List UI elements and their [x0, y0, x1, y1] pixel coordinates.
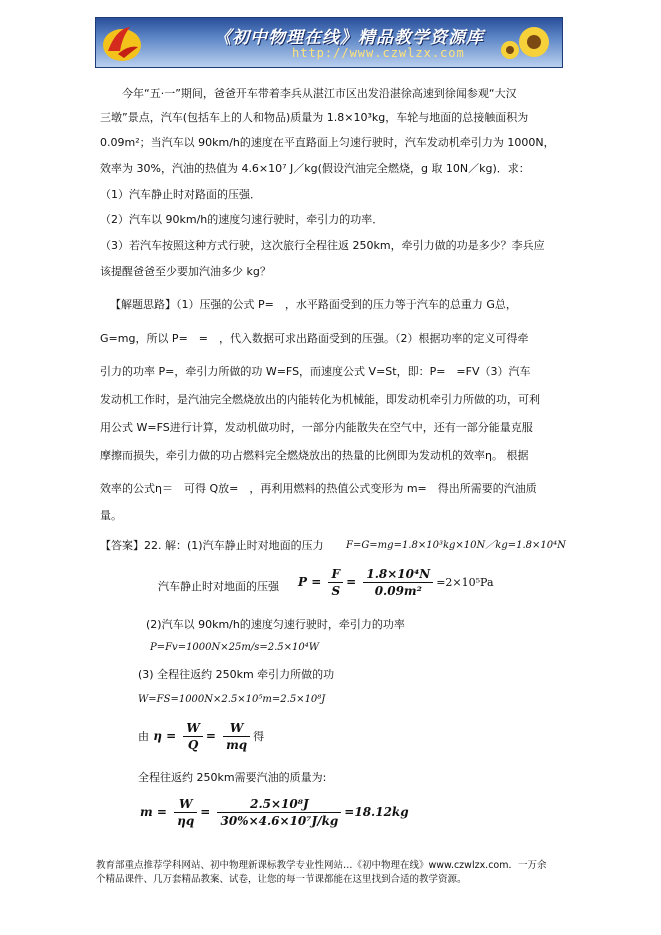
efficiency-lhs: η: [153, 729, 162, 743]
power-equation: P=Fv=1000N×25m/s=2.5×10⁴W: [150, 642, 320, 653]
question-1: （1）汽车静止时对路面的压强．: [100, 188, 261, 201]
work-equation: W=FS=1000N×2.5×10⁵m=2.5×10⁸J: [138, 694, 326, 705]
analysis-line-3: 引力的功率 P=，牵引力所做的功 W=FS，而速度公式 V=St，即：P= =FV（3）汽车: [100, 365, 531, 378]
answer-force-equation: F=G=mg=1.8×10³kg×10N／kg=1.8×10⁴N: [346, 540, 566, 551]
pressure-label: 汽车静止时对地面的压强: [158, 580, 279, 593]
mass-formula: m = $\frac{W}{\eta q}$ = $\frac{\text{2.5×10⁸J}}{\text{30\%×4.6×10⁷J/kg}}$ =18.12kg: [140, 797, 409, 828]
problem-line-4: 效率为 30%，汽油的热值为 4.6×10⁷ J／kg(假设汽油完全燃烧，g 取 10N／kg)．求：: [100, 162, 530, 175]
efficiency-prefix: 由: [138, 730, 149, 743]
footer-line-2: 个精品课件、几万套精品教案、试卷，让您的每一节课都能在这里找到合适的教学资源。: [96, 874, 467, 885]
analysis-line-2: G=mg，所以 P= = ，代入数据可求出路面受到的压强。（2）根据功率的定义可得牵: [100, 332, 529, 345]
pressure-lhs: P: [298, 575, 308, 589]
question-3-line-1: （3）若汽车按照这种方式行驶，这次旅行全程往返 250km，牵引力做的功是多少？李兵应: [100, 239, 545, 252]
mass-fraction-2: $\frac{\text{2.5×10⁸J}}{\text{30\%×4.6×10⁷J/kg}}$: [217, 797, 341, 828]
analysis-line-5: 用公式 W=FS进行计算，发动机做功时，一部分内能散失在空气中，还有一部分能量克服: [100, 421, 533, 434]
analysis-line-1: 【解题思路】（1）压强的公式 P= ，水平路面受到的压力等于汽车的总重力 G总，: [110, 298, 517, 311]
pressure-result: =2×10⁵Pa: [436, 576, 494, 589]
efficiency-formula: 由 η = $\frac{W}{Q}$ = $\frac{W}{mq}$ 得: [138, 721, 265, 752]
header-banner: [95, 17, 563, 68]
efficiency-fraction-1: $\frac{W}{Q}$: [183, 721, 202, 752]
mass-result: =18.12kg: [344, 805, 409, 819]
answer-heading: 【答案】22. 解：(1)汽车静止时对地面的压力: [100, 539, 324, 552]
sunflower-icon: [496, 22, 556, 64]
analysis-line-7: 效率的公式η＝ 可得 Q放= ，再利用燃料的热值公式变形为 m= 得出所需要的汽油质: [100, 482, 537, 495]
pressure-fraction-1: $\frac{F}{S}$: [328, 567, 343, 598]
work-label: (3) 全程往返约 250km 牵引力所做的功: [138, 668, 335, 681]
site-url[interactable]: http://www.czwlzx.com: [292, 46, 465, 60]
analysis-line-6: 摩擦而损失，牵引力做的功占燃料完全燃烧放出的热量的比例即为发动机的效率η。 根据: [100, 449, 529, 462]
efficiency-suffix: 得: [253, 730, 265, 743]
question-3-line-2: 该提醒爸爸至少要加汽油多少 kg？: [100, 265, 271, 278]
analysis-line-8: 量。: [100, 509, 122, 522]
mass-fraction-1: $\frac{W}{\eta q}$: [174, 797, 197, 828]
site-logo-icon: [100, 21, 144, 64]
problem-line-3: 0.09m²；当汽车以 90km/h的速度在平直路面上匀速行驶时，汽车发动机牵引力为 1000N，: [100, 136, 555, 149]
power-label: (2)汽车以 90km/h的速度匀速行驶时，牵引力的功率: [146, 618, 405, 631]
mass-lhs: m: [140, 805, 153, 819]
pressure-fraction-2: $\frac{\text{1.8×10⁴N}}{\text{0.09m²}}$: [363, 567, 433, 598]
problem-line-1: 今年“五·一”期间，爸爸开车带着李兵从湛江市区出发沿湛徐高速到徐闻参观“大汉: [122, 87, 517, 100]
analysis-line-4: 发动机工作时，是汽油完全燃烧放出的内能转化为机械能，即发动机牵引力所做的功，可利: [100, 393, 540, 406]
site-brand: 《初中物理在线》精品教学资源库: [214, 28, 484, 48]
question-2: （2）汽车以 90km/h的速度匀速行驶时，牵引力的功率．: [100, 213, 384, 226]
mass-label: 全程往返约 250km需要汽油的质量为:: [138, 771, 327, 784]
pressure-formula: P = $\frac{F}{S}$ = $\frac{\text{1.8×10⁴N}}{\text{0.09m²}}$ =2×10⁵Pa: [298, 567, 494, 598]
problem-line-2: 三墩”景点，汽车(包括车上的人和物品)质量为 1.8×10³kg，车轮与地面的总接触面积为: [100, 111, 529, 124]
efficiency-fraction-2: $\frac{W}{mq}$: [223, 721, 250, 752]
footer-line-1: 教育部重点推荐学科网站、初中物理新课标教学专业性网站…《初中物理在线》www.czwlzx.com．一万余: [96, 860, 547, 871]
